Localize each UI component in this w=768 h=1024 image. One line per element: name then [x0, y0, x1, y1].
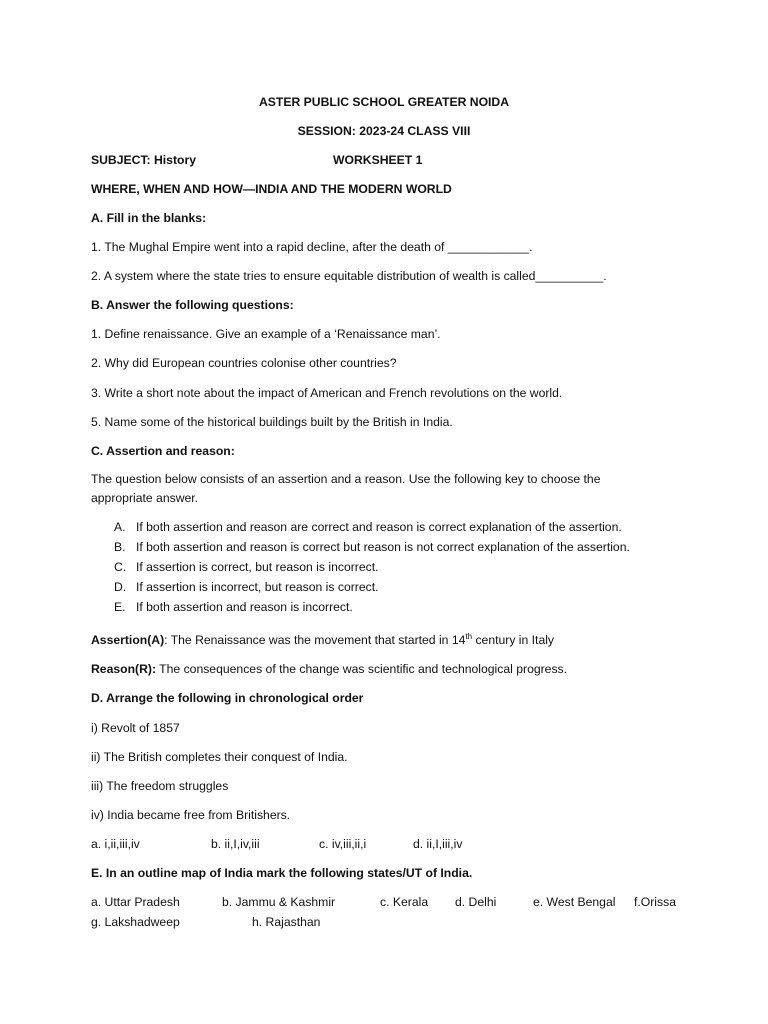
section-a-heading: A. Fill in the blanks:	[91, 211, 207, 225]
reason-label: Reason(R):	[91, 662, 157, 676]
school-name: ASTER PUBLIC SCHOOL GREATER NOIDA	[258, 95, 510, 109]
fill-blank-item: 1. The Mughal Empire went into a rapid decline, after the death of ____________.	[91, 240, 533, 254]
chronology-item: iii) The freedom struggles	[91, 779, 229, 793]
chapter-title: WHERE, WHEN AND HOW—INDIA AND THE MODERN WORLD	[91, 182, 452, 196]
key-option-letter: D.	[114, 580, 127, 594]
key-option-text: If both assertion and reason is correct but reason is not correct explanation of the assertion.	[136, 540, 630, 554]
map-item: b. Jammu & Kashmir	[222, 895, 336, 909]
assertion-text-end: century in Italy	[472, 633, 555, 647]
answer-choice: a. i,ii,iii,iv	[91, 837, 140, 851]
question-item: 1. Define renaissance. Give an example of a ‘Renaissance man’.	[91, 327, 441, 341]
question-item: 2. Why did European countries colonise other countries?	[91, 356, 397, 370]
section-d-heading: D. Arrange the following in chronological order	[91, 691, 364, 705]
key-option-letter: C.	[114, 560, 127, 574]
map-item: d. Delhi	[455, 895, 497, 909]
answer-choice: d. ii,I,iii,iv	[413, 837, 463, 851]
question-item: 5. Name some of the historical buildings built by the British in India.	[91, 415, 453, 429]
session-line: SESSION: 2023-24 CLASS VIII	[297, 124, 471, 138]
key-option-letter: B.	[114, 540, 126, 554]
section-b-heading: B. Answer the following questions:	[91, 298, 294, 312]
assertion-statement	[91, 633, 554, 648]
key-option-letter: E.	[114, 600, 126, 614]
map-item: f.Orissa	[634, 895, 676, 909]
key-option-text: If both assertion and reason are correct and reason is correct explanation of the assertion.	[136, 520, 622, 534]
worksheet-label: WORKSHEET 1	[333, 153, 423, 167]
key-option-letter: A.	[114, 520, 126, 534]
answer-choice: c. iv,iii,ii,i	[319, 837, 367, 851]
map-item: c. Kerala	[380, 895, 429, 909]
question-item: 3. Write a short note about the impact of American and French revolutions on the world.	[91, 386, 563, 400]
fill-blank-item: 2. A system where the state tries to ensure equitable distribution of wealth is called__________.	[91, 269, 607, 283]
assertion-label: Assertion(A)	[91, 633, 165, 647]
reason-text: The consequences of the change was scientific and technological progress.	[156, 662, 568, 676]
key-option-text: If both assertion and reason is incorrect.	[136, 600, 353, 614]
reason-statement	[91, 662, 567, 677]
section-c-heading: C. Assertion and reason:	[91, 444, 235, 458]
assertion-instructions: The question below consists of an assertion and a reason. Use the following key to choose the appropriate answer.	[91, 472, 601, 505]
map-item: e. West Bengal	[533, 895, 616, 909]
map-item: g. Lakshadweep	[91, 915, 180, 929]
key-option-text: If assertion is incorrect, but reason is correct.	[136, 580, 379, 594]
ordinal-suffix: th	[465, 631, 473, 641]
map-item: a. Uttar Pradesh	[91, 895, 180, 909]
chronology-item: ii) The British completes their conquest of India.	[91, 750, 348, 764]
section-e-heading: E. In an outline map of India mark the following states/UT of India.	[91, 866, 473, 880]
chronology-item: iv) India became free from Britishers.	[91, 808, 291, 822]
map-item: h. Rajasthan	[252, 915, 321, 929]
subject-label: SUBJECT: History	[91, 153, 196, 167]
chronology-item: i) Revolt of 1857	[91, 721, 180, 735]
answer-choice: b. ii,I,iv,iii	[211, 837, 260, 851]
key-option-text: If assertion is correct, but reason is incorrect.	[136, 560, 379, 574]
assertion-text: : The Renaissance was the movement that started in 14	[164, 633, 466, 647]
